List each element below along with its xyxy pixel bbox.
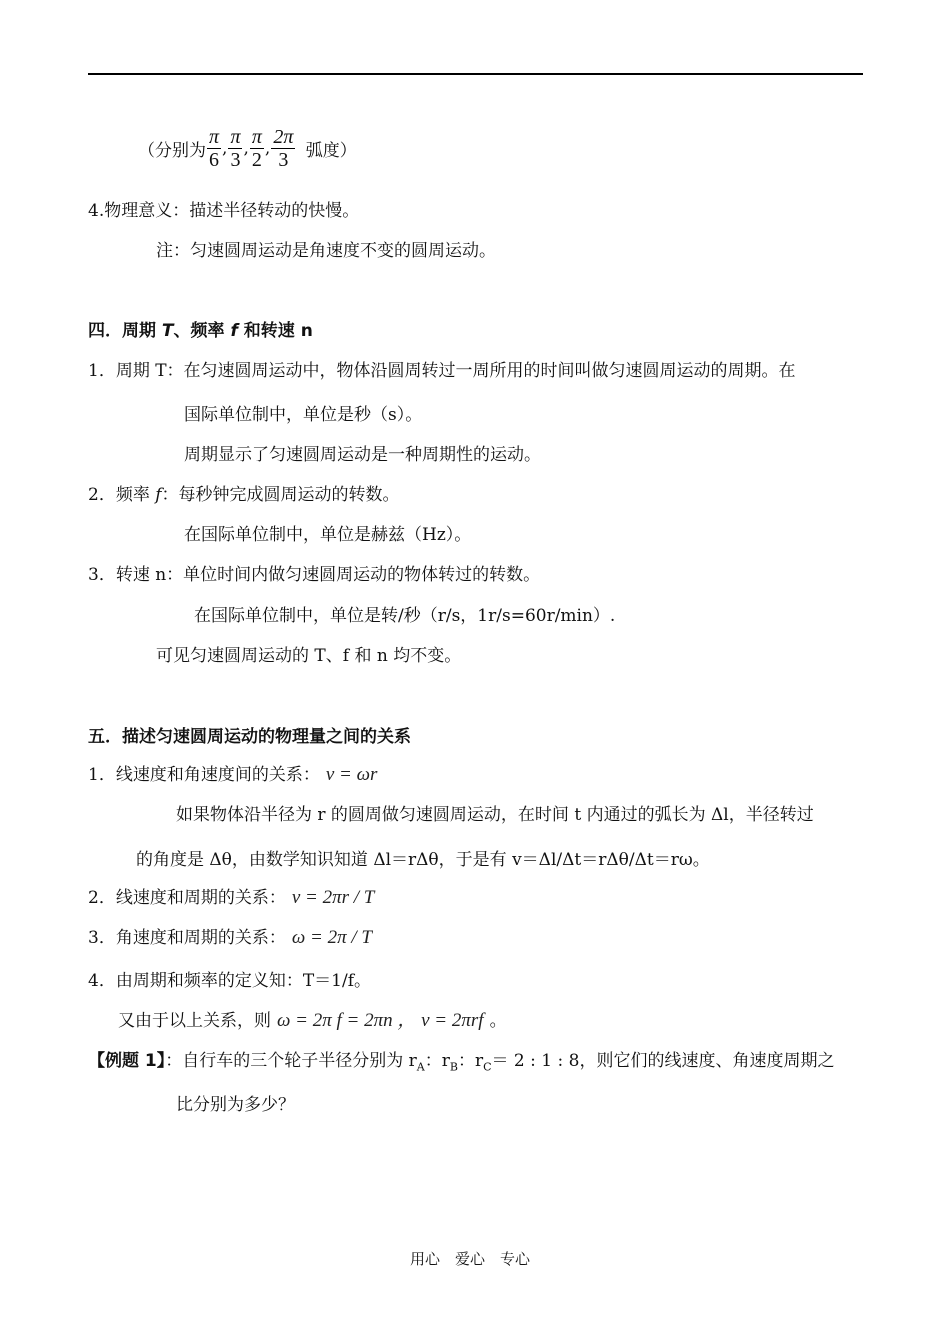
relation-1-explanation-b: 的角度是 Δθ，由数学知识知道 Δl＝rΔθ，于是有 v＝Δl/Δt＝rΔθ/Δt＝rω。 [136,850,710,870]
page-footer: 用心 爱心 专心 [410,1250,531,1268]
physical-meaning: 4.物理意义：描述半径转动的快慢。 [88,201,360,221]
relation-1: 1．线速度和角速度间的关系： v = ωr [88,764,378,785]
example-1-label: 【例题 1】 [88,1051,166,1071]
angular-velocity-note: 注：匀速圆周运动是角速度不变的圆周运动。 [156,241,496,261]
relation-2: 2．线速度和周期的关系： v = 2πr / T [88,887,375,908]
rotation-speed-unit: 在国际单位制中，单位是转/秒（r/s，1r/s=60r/min）. [194,606,616,626]
fraction-pi-6: $\frac{\pi}{6}$ [209,126,220,171]
formula-v-omega-r: v = ωr [325,764,378,785]
formula-omega-2pi-over-T: ω = 2π / T [291,927,372,948]
relation-4: 4．由周期和频率的定义知：T＝1/f。 [88,971,371,991]
constants-note: 可见匀速圆周运动的 T、f 和 n 均不变。 [156,646,462,666]
rotation-speed-definition: 3．转速 n：单位时间内做匀速圆周运动的物体转过的转数。 [88,565,541,585]
example-1-line-a: 【例题 1】：自行车的三个轮子半径分别为 $r_A$：$r_B$：$r_C= 2$ : 1 : 8，则它们的线速度、角速度周期之 [88,1051,835,1074]
header-rule [88,73,863,75]
period-unit: 国际单位制中，单位是秒（s）。 [184,405,423,425]
example-1-line-b: 比分别为多少？ [176,1095,295,1115]
period-note: 周期显示了匀速圆周运动是一种周期性的运动。 [184,445,541,465]
period-definition: 1．周期 T：在匀速圆周运动中，物体沿圆周转过一周所用的时间叫做匀速圆周运动的周期。在 [88,361,796,381]
fraction-pi-2: $\frac{\pi}{2}$ [251,126,262,171]
frequency-definition: 2．频率 f：每秒钟完成圆周运动的转数。 [88,485,400,505]
frequency-unit: 在国际单位制中，单位是赫兹（Hz）。 [184,525,472,545]
relation-5: 又由于以上关系，则 ω = 2π f = 2πn ， v = 2πrf 。 [118,1010,507,1031]
fraction-pi-3: $\frac{\pi}{3}$ [230,126,241,171]
radian-prefix: （分别为 [138,141,206,161]
relation-3: 3．角速度和周期的关系： ω = 2π / T [88,927,372,948]
section-4-heading: 四．周期 T、频率 f 和转速 n [88,321,313,341]
formula-v-2pi-r-over-T: v = 2πr / T [291,887,375,908]
formula-omega-v-frequency: ω = 2π f = 2πn ， v = 2πrf [277,1010,484,1031]
section-5-heading: 五．描述匀速圆周运动的物理量之间的关系 [88,727,411,747]
relation-1-explanation-a: 如果物体沿半径为 r 的圆周做匀速圆周运动，在时间 t 内通过的弧长为 Δl，半径转过 [176,805,814,825]
fraction-2pi-3: $\frac{2\pi}{3}$ [273,126,294,171]
radian-suffix: 弧度） [305,141,357,161]
radian-values-line: （分别为 $\frac{\pi}{6}$ , $\frac{\pi}{3}$ , $\frac{\pi}{2}$ , $\frac{2\pi}{3}$ 弧度） [138,126,357,171]
